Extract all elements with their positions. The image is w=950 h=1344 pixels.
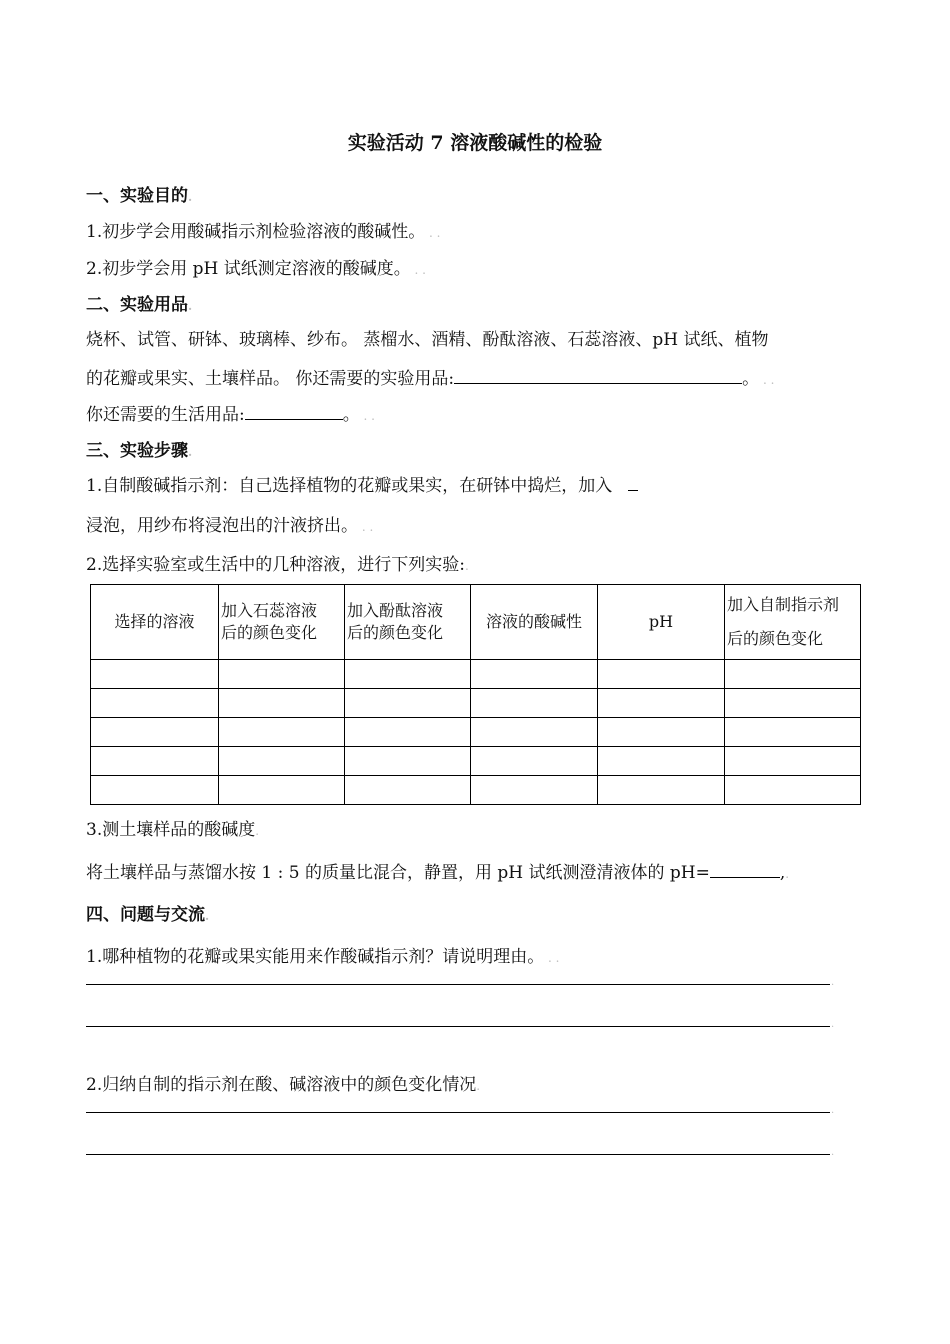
table-cell[interactable] (598, 718, 725, 747)
header-ph: pH (598, 585, 725, 660)
table-cell[interactable] (345, 718, 471, 747)
answer-line-2[interactable] (86, 1026, 830, 1027)
header-phenolphthalein: 加入酚酞溶液 后的颜色变化 (345, 585, 471, 660)
table-cell[interactable] (598, 689, 725, 718)
table-row (91, 689, 861, 718)
table-cell[interactable] (598, 747, 725, 776)
answer-line-3[interactable] (86, 1112, 830, 1113)
solvent-blank[interactable] (628, 476, 638, 491)
purpose-item-2: 2.初步学会用 pH 试纸测定溶液的酸碱度。 . . (86, 259, 426, 279)
section-heading-discussion: 四、问题与交流. (86, 905, 210, 925)
table-cell[interactable] (471, 718, 598, 747)
header-acidity: 溶液的酸碱性 (471, 585, 598, 660)
table-cell[interactable] (471, 776, 598, 805)
line-mark: . (831, 1019, 835, 1030)
step3-heading: 3.测土壤样品的酸碱度. (86, 820, 260, 840)
table-cell[interactable] (471, 689, 598, 718)
answer-line-1[interactable] (86, 984, 830, 985)
table-cell[interactable] (219, 776, 345, 805)
table-row (91, 660, 861, 689)
table-cell[interactable] (598, 776, 725, 805)
table-cell[interactable] (91, 689, 219, 718)
line-mark: . (831, 977, 835, 988)
question-1: 1.哪种植物的花瓣或果实能用来作酸碱指示剂？请说明理由。 . . (86, 947, 560, 967)
section-heading-purpose: 一、实验目的. (86, 186, 193, 206)
table-cell[interactable] (219, 747, 345, 776)
table-cell[interactable] (219, 660, 345, 689)
materials-line-2: 的花瓣或果实、土壤样品。 你还需要的实验用品: 。 . . (86, 369, 775, 389)
table-cell[interactable] (725, 747, 861, 776)
line-mark: . (831, 1105, 835, 1116)
table-cell[interactable] (219, 718, 345, 747)
experiment-table (90, 584, 861, 805)
section-heading-materials: 二、实验用品. (86, 295, 193, 315)
step1-line-b: 浸泡，用纱布将浸泡出的汁液挤出。 . . (86, 516, 374, 536)
step1-line-a: 1.自制酸碱指示剂：自己选择植物的花瓣或果实，在研钵中捣烂，加入 (86, 471, 638, 496)
table-cell[interactable] (345, 660, 471, 689)
table-cell[interactable] (598, 660, 725, 689)
question-2: 2.归纳自制的指示剂在酸、碱溶液中的颜色变化情况. (86, 1075, 481, 1095)
header-homemade: 加入自制指示剂 后的颜色变化 (725, 585, 861, 660)
table-cell[interactable] (471, 747, 598, 776)
table-cell[interactable] (345, 776, 471, 805)
purpose-item-1: 1.初步学会用酸碱指示剂检验溶液的酸碱性。 . . (86, 222, 441, 242)
table-cell[interactable] (725, 660, 861, 689)
table-cell[interactable] (345, 689, 471, 718)
table-cell[interactable] (91, 776, 219, 805)
line-mark: . (831, 1147, 835, 1158)
step3-text: 将土壤样品与蒸馏水按 1 : 5 的质量比混合，静置，用 pH 试纸测澄清液体的 pH= ,. (86, 863, 790, 883)
materials-line-3: 你还需要的生活用品: 。 . . (86, 405, 375, 425)
table-cell[interactable] (91, 747, 219, 776)
table-cell[interactable] (725, 776, 861, 805)
table-cell[interactable] (91, 660, 219, 689)
lab-supplies-blank[interactable] (454, 369, 742, 384)
table-row (91, 747, 861, 776)
ph-value-blank[interactable] (710, 863, 780, 878)
table-header-row (91, 585, 861, 660)
table-row (91, 718, 861, 747)
table-cell[interactable] (471, 660, 598, 689)
materials-line-1: 烧杯、试管、研钵、玻璃棒、纱布。 蒸榴水、酒精、酚酞溶液、石蕊溶液、pH 试纸、植物 (86, 330, 769, 350)
section-heading-steps: 三、实验步骤. (86, 441, 193, 461)
table-cell[interactable] (725, 718, 861, 747)
header-solution: 选择的溶液 (91, 585, 219, 660)
table-cell[interactable] (725, 689, 861, 718)
answer-line-4[interactable] (86, 1154, 830, 1155)
page-title: 实验活动 7 溶液酸碱性的检验 (347, 132, 603, 154)
table-cell[interactable] (345, 747, 471, 776)
daily-supplies-blank[interactable] (245, 405, 343, 420)
table-cell[interactable] (91, 718, 219, 747)
table-cell[interactable] (219, 689, 345, 718)
step2-text: 2.选择实验室或生活中的几种溶液，进行下列实验:. (86, 555, 469, 575)
header-litmus: 加入石蕊溶液 后的颜色变化 (219, 585, 345, 660)
table-row (91, 776, 861, 805)
